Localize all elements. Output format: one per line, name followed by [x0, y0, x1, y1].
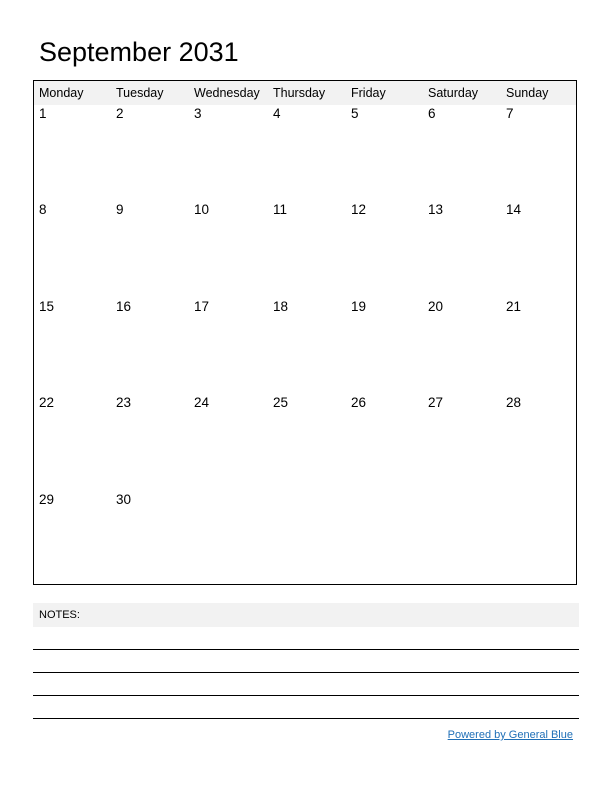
day-cell: 17: [194, 299, 210, 314]
day-cell: 12: [351, 202, 367, 217]
day-cell: 16: [116, 299, 132, 314]
day-cell: 15: [39, 299, 55, 314]
weekday-friday: Friday: [351, 86, 386, 100]
day-cell: 11: [273, 202, 288, 217]
day-cell: 25: [273, 395, 289, 410]
day-cell: 28: [506, 395, 522, 410]
notes-line: [33, 649, 579, 650]
day-cell: 20: [428, 299, 444, 314]
day-cell: 5: [351, 106, 359, 121]
day-cell: 4: [273, 106, 281, 121]
day-cell: 19: [351, 299, 367, 314]
day-cell: 24: [194, 395, 210, 410]
notes-line: [33, 718, 579, 719]
notes-label: NOTES:: [39, 609, 80, 621]
day-cell: 7: [506, 106, 514, 121]
notes-line: [33, 695, 579, 696]
day-cell: 14: [506, 202, 522, 217]
day-cell: 21: [506, 299, 522, 314]
day-cell: 30: [116, 492, 132, 507]
weekday-saturday: Saturday: [428, 86, 479, 100]
weekday-thursday: Thursday: [273, 86, 326, 100]
day-cell: 26: [351, 395, 367, 410]
day-cell: 2: [116, 106, 124, 121]
day-cell: 13: [428, 202, 444, 217]
day-cell: 23: [116, 395, 132, 410]
weekday-tuesday: Tuesday: [116, 86, 164, 100]
notes-header: [33, 603, 579, 627]
weekday-sunday: Sunday: [506, 86, 549, 100]
weekday-header: [34, 81, 576, 105]
day-cell: 8: [39, 202, 47, 217]
calendar-grid: [33, 80, 577, 585]
weekday-wednesday: Wednesday: [194, 86, 260, 100]
day-cell: 22: [39, 395, 55, 410]
day-cell: 27: [428, 395, 444, 410]
day-cell: 18: [273, 299, 289, 314]
day-cell: 3: [194, 106, 202, 121]
day-cell: 1: [39, 106, 47, 121]
day-cell: 6: [428, 106, 436, 121]
page-title: September 2031: [39, 37, 239, 67]
weekday-monday: Monday: [39, 86, 84, 100]
notes-line: [33, 672, 579, 673]
day-cell: 10: [194, 202, 210, 217]
day-cell: 9: [116, 202, 124, 217]
day-cell: 29: [39, 492, 55, 507]
powered-by-link[interactable]: Powered by General Blue: [447, 729, 573, 741]
